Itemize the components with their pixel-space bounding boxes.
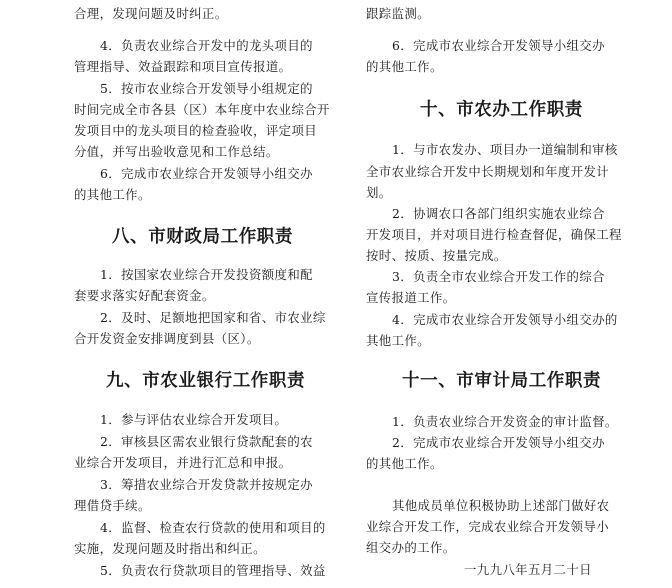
text-line: 的其他工作。 [74, 187, 151, 202]
text-line: 业综合开发项目，并进行汇总和申报。 [74, 455, 292, 470]
text-line: 分值，并写出验收意见和工作总结。 [74, 144, 279, 159]
text-line: 5．负责农行贷款项目的管理指导、效益 [100, 563, 326, 578]
text-line: 其他工作。 [366, 333, 430, 348]
text-line: 全市农业综合开发中长期规划和年度开发计 [366, 164, 610, 179]
section-heading-11: 十一、市审计局工作职责 [402, 371, 602, 391]
text-line: 按时、按质、按量完成。 [366, 248, 507, 263]
text-line: 合理，发现问题及时纠正。 [74, 6, 228, 21]
text-line: 开发项目，并对项目进行检查督促，确保工程 [366, 227, 622, 242]
text-line: 6．完成市农业综合开发领导小组交办 [392, 38, 605, 53]
text-line: 管理指导、效益跟踪和项目宣传报道。 [74, 59, 292, 74]
text-line: 6．完成市农业综合开发领导小组交办 [100, 166, 313, 181]
text-line: 套要求落实好配套资金。 [74, 288, 215, 303]
text-line: 3．筹措农业综合开发贷款并按规定办 [100, 477, 313, 492]
document-date: 一九九八年五月二十日 [464, 562, 592, 577]
text-line: 划。 [366, 185, 392, 200]
text-line: 4．监督、检查农行贷款的使用和项目的 [100, 520, 326, 535]
text-line: 时间完成全市各县（区）本年度中农业综合开 [74, 102, 330, 117]
text-line: 业综合开发工作，完成农业综合开发领导小 [366, 519, 610, 534]
text-line: 组交办的工作。 [366, 540, 456, 555]
text-line: 5．按市农业综合开发领导小组规定的 [100, 81, 313, 96]
text-line: 其他成员单位积极协助上述部门做好农 [392, 498, 610, 513]
text-line: 的其他工作。 [366, 59, 443, 74]
text-line: 4．完成市农业综合开发领导小组交办的 [392, 312, 618, 327]
text-line: 1．与市农发办、项目办一道编制和审核 [392, 142, 618, 157]
text-line: 2．审核县区需农业银行贷款配套的农 [100, 434, 313, 449]
text-line: 理借贷手续。 [74, 498, 151, 513]
text-line: 实施，发现问题及时指出和纠正。 [74, 541, 266, 556]
text-line: 2．协调农口各部门组织实施农业综合 [392, 206, 605, 221]
text-line: 2．完成市农业综合开发领导小组交办 [392, 435, 605, 450]
text-line: 1．负责农业综合开发资金的审计监督。 [392, 414, 618, 429]
text-line: 1．按国家农业综合开发投资额度和配 [100, 267, 313, 282]
text-line: 3．负责全市农业综合开发工作的综合 [392, 269, 605, 284]
text-line: 4．负责农业综合开发中的龙头项目的 [100, 38, 313, 53]
text-line: 的其他工作。 [366, 456, 443, 471]
section-heading-9: 九、市农业银行工作职责 [106, 371, 306, 391]
section-heading-10: 十、市农办工作职责 [420, 100, 583, 120]
text-line: 宣传报道工作。 [366, 290, 456, 305]
text-line: 跟踪监测。 [366, 6, 430, 21]
text-line: 1．参与评估农业综合开发项目。 [100, 412, 288, 427]
text-line: 发项目中的龙头项目的检查验收，评定项目 [74, 123, 318, 138]
section-heading-8: 八、市财政局工作职责 [112, 227, 293, 247]
text-line: 2．及时、足额地把国家和省、市农业综 [100, 310, 326, 325]
text-line: 合开发资金安排调度到县（区）。 [74, 331, 260, 346]
